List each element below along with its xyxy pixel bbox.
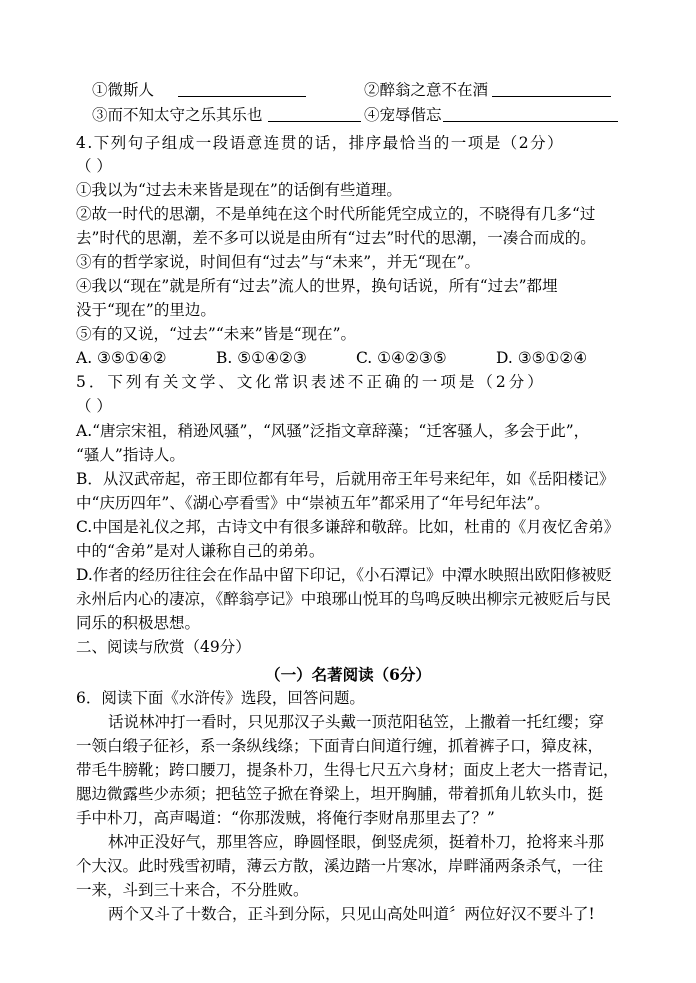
passage-p2-line-1: 林冲正没好气，那里答应，睁圆怪眼，倒竖虎须，挺着朴刀，抢将来斗那 (108, 833, 605, 851)
q4-sentence-5: ⑤有的又说，“过去”“未来”皆是“现在”。 (76, 325, 357, 343)
q5-option-d-line-2: 永州后内心的凄凉，《醉翁亭记》中琅琊山悦耳的鸟鸣反映出柳宗元被贬后与民 (76, 590, 611, 608)
answer-blank-4[interactable] (443, 104, 618, 122)
q5-option-d-line-3: 同乐的积极思想。 (76, 614, 201, 632)
q5-option-c-line-1: C.中国是礼仪之邦，古诗文中有很多谦辞和敬辞。比如，杜甫的《月夜忆舍弟》 (76, 518, 620, 536)
q4-option-a[interactable]: A. ③⑤①④② (76, 349, 167, 367)
q5-answer-paren[interactable]: （ ） (76, 397, 112, 415)
q4-stem: 4.下列句子组成一段语意连贯的话，排序最恰当的一项是（2分） (76, 134, 565, 152)
q5-option-b-line-1: B．从汉武帝起，帝王即位都有年号，后就用帝王年号来纪年，如《岳阳楼记》 (76, 470, 615, 488)
q4-option-b[interactable]: B. ⑤①④②③ (216, 349, 307, 367)
q5-option-d-line-1: D.作者的经历往往会在作品中留下印记，《小石潭记》中潭水映照出欧阳修被贬 (76, 566, 613, 584)
passage-p3-line-1: 两个又斗了十数合，正斗到分际，只见山高处叫道〞两位好汉不要斗了! (108, 905, 595, 923)
blank-item-3: ③而不知太守之乐其乐也 (92, 106, 263, 124)
passage-p2-line-3: 一来，斗到三十来合，不分胜败。 (76, 881, 309, 899)
section-heading: 二、阅读与欣赏（49分） (76, 638, 251, 656)
q4-sentence-1: ①我以为“过去未来皆是现在”的话倒有些道理。 (76, 181, 402, 199)
q4-option-c[interactable]: C. ①④②③⑤ (356, 349, 447, 367)
q4-sentence-4-line-2: 没于“现在”的里边。 (76, 301, 216, 319)
q4-sentence-3: ③有的哲学家说，时间但有“过去”与“未来”，并无“现在”。 (76, 253, 481, 271)
answer-blank-3[interactable] (268, 104, 361, 122)
q5-option-a-line-2: “骚人”指诗人。 (76, 446, 185, 464)
q5-stem: 5．下列有关文学、文化常识表述不正确的一项是（2分） (76, 373, 546, 391)
passage-p1-line-1: 话说林冲打一看时，只见那汉子头戴一顶范阳毡笠，上撒着一托红缨；穿 (108, 713, 605, 731)
answer-blank-1[interactable] (178, 79, 306, 97)
q5-option-b-line-2: 中“庆历四年”、《湖心亭看雪》中“崇祯五年”都采用了“年号纪年法”。 (76, 494, 550, 512)
q4-sentence-2-line-1: ②故一时代的思潮，不是单纯在这个时代所能凭空成立的，不晓得有几多“过 (76, 205, 596, 223)
blank-item-4: ④宠辱偕忘 (364, 106, 442, 124)
passage-p1-line-2: 一领白缎子征衫，系一条纵线绦；下面青白间道行缠，抓着裤子口，獐皮袜， (76, 737, 604, 755)
passage-p1-line-4: 腮边微露些少赤须；把毡笠子掀在脊梁上，坦开胸脯，带着抓角儿软头巾，挺 (76, 785, 604, 803)
answer-blank-2[interactable] (492, 79, 611, 97)
q5-option-a-line-1: A.“唐宗宋祖，稍逊风骚”，“风骚”泛指文章辞藻；“迁客骚人，多会于此”， (76, 422, 590, 440)
q4-sentence-4-line-1: ④我以“现在”就是所有“过去”流人的世界，换句话说，所有“过去”都埋 (76, 277, 558, 295)
q4-sentence-2-line-2: 去”时代的思潮，差不多可以说是由所有“过去”时代的思潮，一凑合而成的。 (76, 229, 596, 247)
subsection-heading: （一）名著阅读（6分） (265, 665, 431, 684)
q4-option-d[interactable]: D. ③⑤①②④ (496, 349, 588, 367)
passage-p1-line-3: 带毛牛膀靴；跨口腰刀，提条朴刀，生得七尺五六身材；面皮上老大一搭青记， (76, 761, 619, 779)
q4-answer-paren[interactable]: （ ） (76, 157, 112, 175)
q5-option-c-line-2: 中的“舍弟”是对人谦称自己的弟弟。 (76, 542, 325, 560)
passage-p2-line-2: 个大汉。此时残雪初晴，薄云方散，溪边踏一片寒冰，岸畔涌两条杀气，一往 (76, 857, 604, 875)
blank-item-1: ①微斯人 (92, 81, 155, 99)
q6-stem: 6．阅读下面《水浒传》选段，回答问题。 (76, 689, 365, 707)
passage-p1-line-5: 手中朴刀，高声喝道：“你那泼贼，将俺行李财帛那里去了？” (76, 809, 495, 827)
blank-item-2: ②醉翁之意不在酒 (364, 81, 489, 99)
